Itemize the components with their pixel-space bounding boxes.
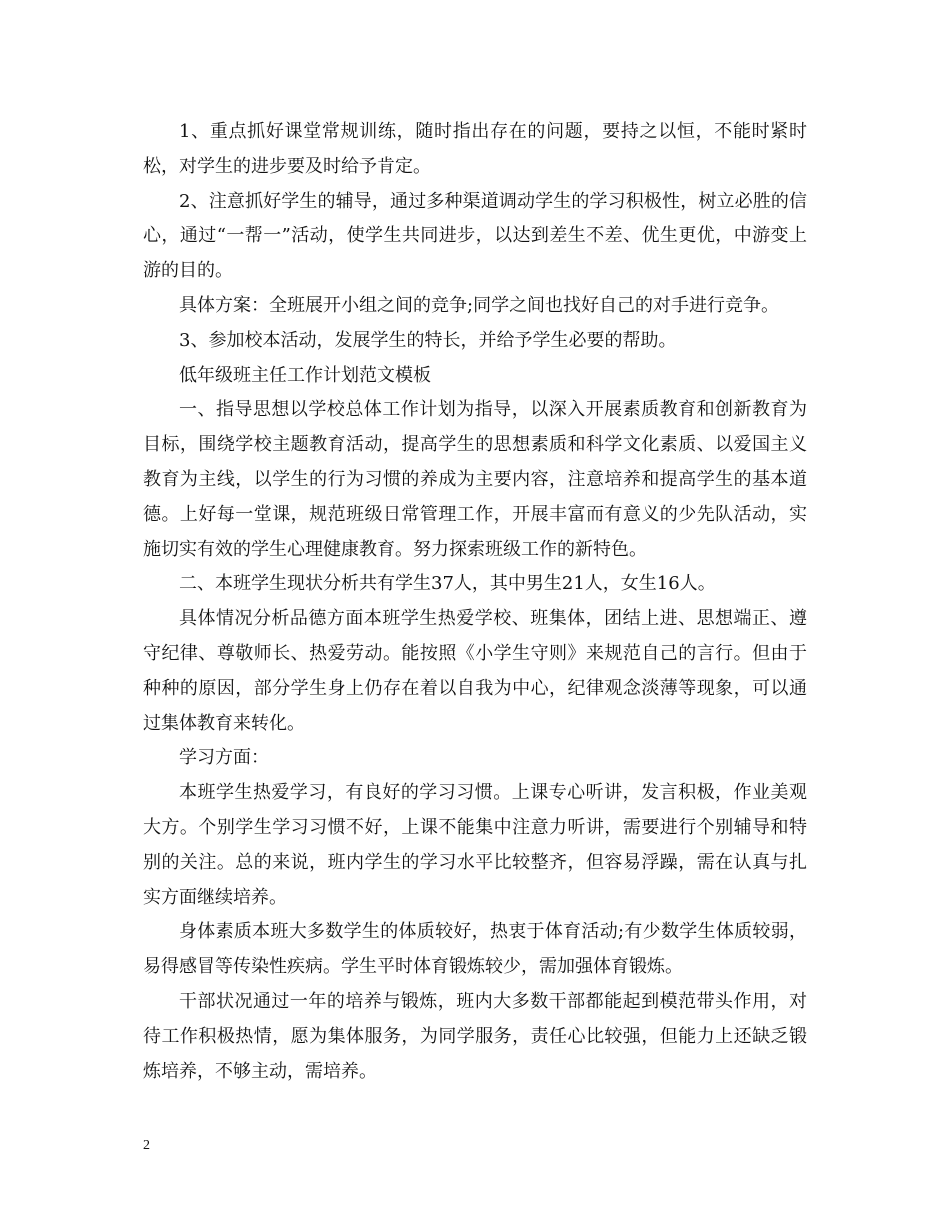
page-number: 2 (143, 1138, 150, 1153)
paragraph-9: 学习方面： (179, 747, 269, 769)
paragraph-12: 干部状况通过一年的培养与锻炼，班内大多数干部都能起到模范带头作用，对待工作积极热情，愿为集体服务，为同学服务，责任心比较强，但能力上还缺乏锻炼培养，不够主动，需培养。 (143, 990, 807, 1082)
paragraph-4: 3、参加校本活动，发展学生的特长，并给予学生必要的帮助。 (179, 329, 677, 351)
paragraph-5: 低年级班主任工作计划范文模板 (179, 364, 431, 386)
document-body (143, 115, 807, 1089)
paragraph-10: 本班学生热爱学习，有良好的学习习惯。上课专心听讲，发言积极，作业美观大方。个别学生学习习惯不好，上课不能集中注意力听讲，需要进行个别辅导和特别的关注。总的来说，班内学生的学习水平比较整齐，但容易浮躁，需在认真与扎实方面继续培养。 (143, 782, 807, 908)
paragraph-1: 1、重点抓好课堂常规训练，随时指出存在的问题，要持之以恒，不能时紧时松，对学生的进步要及时给予肯定。 (143, 121, 807, 177)
paragraph-6: 一、指导思想以学校总体工作计划为指导，以深入开展素质教育和创新教育为目标，围绕学校主题教育活动，提高学生的思想素质和科学文化素质、以爱国主义教育为主线，以学生的行为习惯的养成为主要内容，注意培养和提高学生的基本道德。上好每一堂课，规范班级日常管理工作，开展丰富而有意义的少先队活动，实施切实有效的学生心理健康教育。努力探索班级工作的新特色。 (143, 399, 807, 560)
paragraph-3: 具体方案：全班展开小组之间的竞争;同学之间也找好自己的对手进行竞争。 (179, 294, 780, 316)
paragraph-7: 二、本班学生现状分析共有学生37人，其中男生21人，女生16人。 (179, 573, 716, 595)
paragraph-2: 2、注意抓好学生的辅导，通过多种渠道调动学生的学习积极性，树立必胜的信心，通过“一帮一”活动，使学生共同进步，以达到差生不差、优生更优，中游变上游的目的。 (143, 190, 807, 282)
paragraph-11: 身体素质本班大多数学生的体质较好，热衷于体育活动;有少数学生体质较弱，易得感冒等传染性疾病。学生平时体育锻炼较少，需加强体育锻炼。 (143, 921, 807, 978)
paragraph-8: 具体情况分析品德方面本班学生热爱学校、班集体，团结上进、思想端正、遵守纪律、尊敬师长、热爱劳动。能按照《小学生守则》来规范自己的言行。但由于种种的原因，部分学生身上仍存在着以自我为中心，纪律观念淡薄等现象，可以通过集体教育来转化。 (143, 608, 807, 734)
